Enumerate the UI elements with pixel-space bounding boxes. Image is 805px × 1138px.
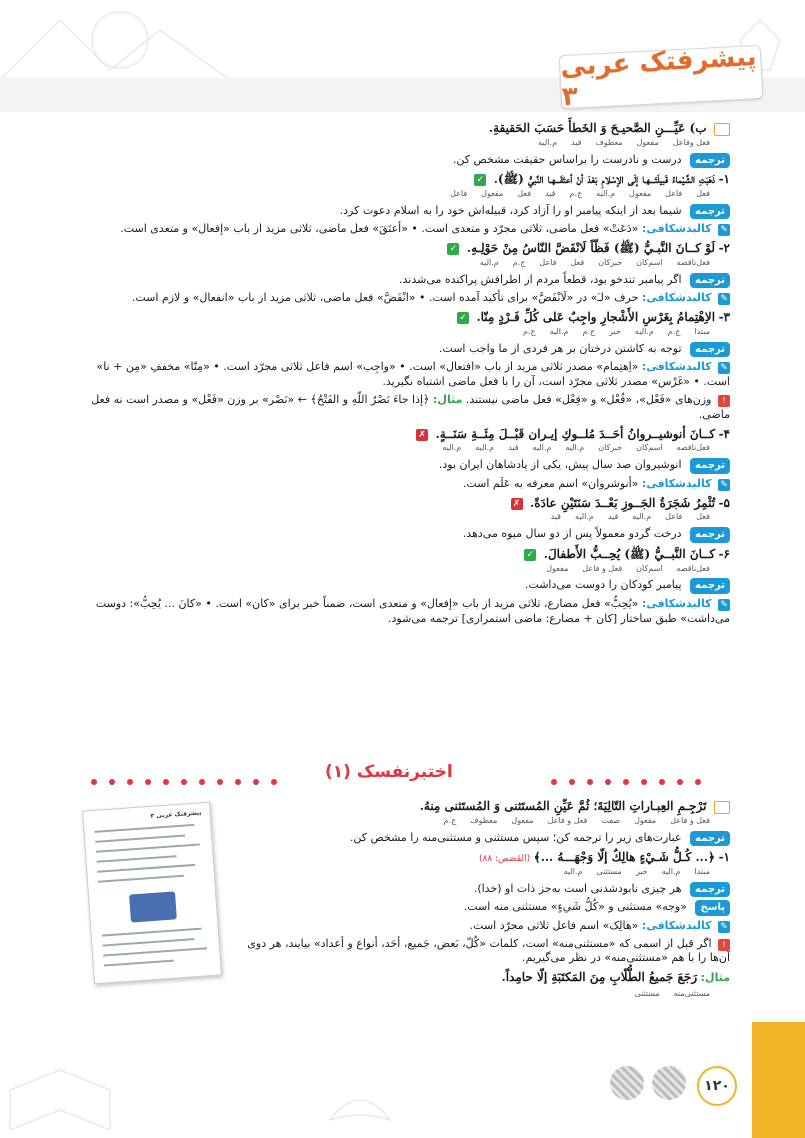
gloss-word: م.اليه bbox=[661, 866, 681, 876]
translation-row bbox=[90, 527, 730, 543]
gloss-word: فعل و فاعل bbox=[582, 563, 623, 573]
explain-row bbox=[90, 291, 730, 306]
item-gloss bbox=[90, 564, 730, 575]
translation-row bbox=[240, 831, 730, 847]
translation-badge: ترجمه bbox=[690, 153, 730, 169]
item-arabic: كــانَ النَّبــيُّ (ﷺ) يُحِــبُّ الأَطفالَ. bbox=[543, 546, 716, 561]
gloss-word: قيد bbox=[508, 443, 519, 453]
gloss-word: خبرکان bbox=[598, 257, 623, 267]
thumbnail-line bbox=[96, 844, 200, 853]
explain-text: حرف «لـَ» در «لَانْفَضَّ» برای تأکید آمده است. • «انْفَضَّ» فعل ماضی، ثلاثی مزید از باب «انفعال» و لازم است. bbox=[131, 291, 639, 305]
gloss-word: م.اليه bbox=[632, 512, 652, 522]
gloss-word: ج.م bbox=[512, 257, 526, 267]
gloss-word: فاعل bbox=[665, 188, 683, 198]
gloss-word: مستثنی bbox=[634, 989, 660, 999]
gloss-word: ج.م bbox=[569, 188, 583, 198]
dot-row-right bbox=[545, 770, 707, 778]
translation-badge: ترجمه bbox=[690, 273, 730, 289]
example-label: مثال: bbox=[700, 971, 730, 985]
page-number: ۱۲۰ bbox=[697, 1066, 737, 1106]
item-number: ۳- bbox=[718, 310, 730, 325]
background-doodle-bottom bbox=[0, 1000, 805, 1138]
gloss-word: مستثنی bbox=[596, 866, 622, 876]
gloss-word: خبر bbox=[609, 326, 621, 336]
pen-icon: ✎ bbox=[718, 224, 730, 236]
gloss-word: فعل bbox=[696, 512, 710, 522]
yellow-side-tab bbox=[752, 1022, 805, 1138]
mountain-doodle bbox=[0, 20, 230, 80]
gloss-word: مبتدا bbox=[694, 326, 710, 336]
explain-text: «هالِک» اسم فاعل ثلاثی مجرّد است. bbox=[469, 918, 639, 932]
item-gloss bbox=[90, 327, 730, 338]
item-arabic: لَوْ كــانَ النَّبـيُّ (ﷺ) فَظّاً لَانْفَضَّ النّاسُ مِنْ حَوْلِـهِ. bbox=[466, 241, 716, 256]
gloss-word: خبر bbox=[635, 866, 648, 876]
explain-label: کالبدشکافی: bbox=[641, 291, 712, 305]
decorative-disc bbox=[652, 1066, 686, 1100]
dot bbox=[145, 779, 151, 785]
explain-row bbox=[240, 919, 730, 934]
gloss-word: قيد bbox=[607, 512, 619, 522]
example-gloss bbox=[240, 989, 730, 1000]
dot bbox=[695, 779, 701, 785]
example-row bbox=[240, 969, 730, 986]
translation-badge: ترجمه bbox=[690, 831, 730, 847]
dot bbox=[181, 779, 187, 785]
gloss-word: اسم‌کان bbox=[636, 257, 663, 267]
pen-icon: ✎ bbox=[718, 921, 730, 933]
section-title: اختبرنفسک (۱) bbox=[325, 762, 453, 782]
dot bbox=[641, 779, 647, 785]
gloss-word: معطوف bbox=[470, 815, 498, 825]
gloss-word: فعل bbox=[570, 257, 585, 267]
gloss-word: فعل bbox=[696, 188, 710, 198]
gloss-word: م.اليه bbox=[538, 137, 558, 147]
dot-row-left bbox=[85, 770, 283, 778]
cross-icon: ✗ bbox=[416, 429, 428, 441]
gloss-word: معطوف bbox=[595, 137, 623, 147]
item-4 bbox=[90, 426, 730, 443]
decorative-disc bbox=[610, 1066, 644, 1100]
item-1 bbox=[90, 171, 730, 188]
dot bbox=[253, 779, 259, 785]
translation-row bbox=[90, 578, 730, 594]
dot bbox=[551, 779, 557, 785]
translation-badge: ترجمه bbox=[690, 882, 730, 898]
circle-doodle bbox=[92, 12, 148, 68]
explain-label: کالبدشکافی: bbox=[641, 222, 712, 236]
answer-row bbox=[240, 900, 730, 916]
dot bbox=[163, 779, 169, 785]
gloss-word: مفعول bbox=[481, 188, 504, 198]
gloss-word: مفعول bbox=[511, 815, 534, 825]
translation-text: اگر پیامبر تندخو بود، قطعاً مردم از اطرافش پراکنده می‌شدند. bbox=[399, 272, 682, 286]
dot bbox=[587, 779, 593, 785]
thumbnail-line bbox=[104, 960, 174, 967]
gloss-word: ج.م bbox=[443, 815, 457, 825]
thumbnail-line bbox=[97, 855, 177, 863]
pen-icon: ✎ bbox=[718, 479, 730, 491]
explain-label: کالبدشکافی: bbox=[641, 596, 712, 610]
explain-row bbox=[90, 222, 730, 237]
gloss-word: مبتدا bbox=[694, 866, 710, 876]
thumbnail-line bbox=[98, 875, 184, 883]
translation-badge: ترجمه bbox=[690, 342, 730, 358]
dot bbox=[199, 779, 205, 785]
translation-row bbox=[90, 342, 730, 358]
instruction-row bbox=[90, 120, 730, 137]
dot bbox=[235, 779, 241, 785]
gloss-word: فعل bbox=[517, 188, 532, 198]
leaf-doodle bbox=[330, 1100, 390, 1120]
page-thumbnail bbox=[82, 802, 222, 985]
gloss-word: فعل و فاعل bbox=[547, 815, 588, 825]
check-icon: ✓ bbox=[474, 174, 486, 186]
gloss-word: ج.م bbox=[522, 326, 536, 336]
answer-badge: پاسخ bbox=[695, 900, 730, 916]
item-arabic: ذَهَبَتِ الشَّيْماءُ قَبيلَتَـــهـا إلَى الإسْلامِ بَعْدَ أنْ أعتَقَـــهـا النَّبيُّ (ﷺ). bbox=[493, 172, 716, 187]
note-row bbox=[90, 393, 730, 423]
explain-text: «أنوشروان» اسم معرفه به عَلَم است. bbox=[462, 476, 639, 490]
item-arabic: كــانَ أنوشيــروانُ أحَــدَ مُلــوكِ إيـران قَبْــلَ مِئَــةِ سَنَــةٍ. bbox=[435, 426, 716, 441]
dot bbox=[91, 779, 97, 785]
thumbnail-line bbox=[95, 835, 185, 843]
thumbnail-line bbox=[95, 824, 195, 833]
gloss-word: فعل‌ناقصه bbox=[676, 257, 710, 267]
gloss-word: فعل‌ناقصه bbox=[676, 563, 710, 573]
gloss-word: اسم‌کان bbox=[636, 563, 663, 573]
dot bbox=[605, 779, 611, 785]
translation-badge: ترجمه bbox=[690, 204, 730, 220]
cross-icon: ✗ bbox=[511, 498, 523, 510]
book-icon bbox=[714, 801, 730, 814]
bell-icon: ! bbox=[718, 395, 730, 407]
thumbnail-line bbox=[102, 928, 202, 937]
book-doodle bbox=[10, 1070, 110, 1130]
item-5 bbox=[90, 495, 730, 512]
example-label: مثال: bbox=[433, 392, 463, 406]
note-example: ﴿إذا جاءَ نَصْرُ اللّهِ و الفَتْحُ﴾ ← «نَصْر» بر وزن «فَعْل» و مصدر است نه فعل ماضی. bbox=[91, 392, 730, 421]
gloss-word: قيد bbox=[571, 137, 582, 147]
gloss-word: م.اليه bbox=[563, 866, 583, 876]
gloss-word: اسم‌کان bbox=[636, 443, 663, 453]
translation-badge: ترجمه bbox=[690, 578, 730, 594]
item-arabic: تُثْمِرُ شَجَرَةُ الجَــوزِ بَعْــدَ سَنَتَيْنِ عادَةً. bbox=[530, 495, 716, 510]
gloss-word: فعل‌ناقصه bbox=[676, 443, 710, 453]
translation-text: درخت گردو معمولاً پس از دو سال میوه می‌دهد. bbox=[462, 527, 682, 541]
instruction-arabic: تَرْجِـمِ العِبـاراتِ التّالِيَةَ؛ ثُمَّ عَيِّنِ المُستَثنى وَ المُستَثنى مِنهُ. bbox=[419, 799, 707, 813]
thumbnail-image bbox=[129, 891, 177, 922]
translation-text: انوشیروان صد سال پیش، یکی از پادشاهان ایران بود. bbox=[438, 458, 682, 472]
pen-icon: ✎ bbox=[718, 293, 730, 305]
check-icon: ✓ bbox=[524, 549, 536, 561]
translation-row bbox=[90, 273, 730, 289]
answer-text: «وجه» مستثنی و «کُلُّ شَيءٍ» مستثنی منه است. bbox=[463, 900, 687, 914]
explain-text: «دَعَتْ» فعل ماضی، ثلاثی مجرّد و متعدی است. • «أعتَقَ» فعل ماضی، ثلاثی مزید از باب «إفعال» و متعدی است. bbox=[120, 222, 639, 236]
gloss-word: قيد bbox=[550, 512, 561, 522]
gloss-word: مفعول bbox=[636, 137, 659, 147]
check-icon: ✓ bbox=[457, 312, 469, 324]
item-gloss bbox=[90, 512, 730, 523]
item-number: ۱- bbox=[718, 850, 730, 865]
translation-badge: ترجمه bbox=[690, 458, 730, 474]
thumbnail-line bbox=[102, 938, 194, 946]
gloss-word: م.اليه bbox=[479, 257, 499, 267]
explain-label: کالبدشکافی: bbox=[641, 476, 712, 490]
item-arabic: الاِهْتِمامُ بِغَرْسِ الأَشْجارِ واجِبٌ عَلى كُلِّ فَـرْدٍ مِنّا. bbox=[476, 310, 716, 325]
translation-text: هر چیزی نابودشدنی است به‌جز ذات او (خدا). bbox=[473, 881, 682, 895]
gloss-word: صفت bbox=[601, 815, 621, 825]
instruction-gloss bbox=[240, 816, 730, 827]
translation-text: پیامبر کودکان را دوست می‌داشت. bbox=[524, 578, 682, 592]
gloss-word: م.اليه bbox=[565, 443, 585, 453]
section-b-item-1 bbox=[240, 849, 730, 866]
translation-text: توجه به کاشتن درختان بر هر فردی از ما واجب است. bbox=[438, 341, 682, 355]
explain-text: «يُحِبُّ» فعل مضارع، ثلاثی مزید از باب «إفعال» و متعدی است، ضمناً خبر برای «کان» است. • «کانَ ... يُحِبُّ»: دوست می‌داشت» طبق ساختار [کان + مضارع: ماضی استمراری] ترجمه می‌شود. bbox=[95, 596, 730, 625]
translation-row bbox=[240, 882, 730, 898]
section-title-bar bbox=[0, 762, 805, 786]
item-arabic: ﴿... كُـلُّ شَـيْءٍ هالِكٌ إلّا وَجْهَـــهُ ...﴾ bbox=[533, 850, 716, 865]
dot bbox=[659, 779, 665, 785]
book-icon bbox=[714, 123, 730, 136]
item-3 bbox=[90, 309, 730, 326]
thumbnail-line bbox=[97, 864, 195, 873]
explain-row bbox=[90, 360, 730, 390]
gloss-word: فاعل bbox=[539, 257, 557, 267]
item-gloss bbox=[90, 189, 730, 200]
item-number: ۶- bbox=[718, 546, 730, 561]
gloss-word: م.اليه bbox=[596, 188, 616, 198]
translation-row bbox=[90, 458, 730, 474]
dot bbox=[271, 779, 277, 785]
gloss-word: فعل وفاعل bbox=[672, 137, 710, 147]
translation-row bbox=[90, 204, 730, 220]
explain-label: کالبدشکافی: bbox=[641, 360, 712, 374]
dot bbox=[677, 779, 683, 785]
item-gloss bbox=[240, 867, 730, 878]
gloss-word: م.اليه bbox=[532, 443, 552, 453]
example-text: رَجَعَ جَميعُ الطُّلّابِ مِنَ المَكتَبَةِ إلّا حامِداً. bbox=[501, 970, 698, 985]
check-icon: ✓ bbox=[447, 243, 459, 255]
logo-text: پیشرفتک عربی ۳ bbox=[559, 41, 758, 113]
main-content bbox=[90, 120, 730, 630]
dot bbox=[109, 779, 115, 785]
gloss-word: مفعول bbox=[546, 563, 569, 573]
gloss-word: فعل و فاعل bbox=[670, 815, 710, 825]
translation-text: شیما بعد از اینکه پیامبر او را آزاد کرد، قبیله‌اش خود را به اسلام دعوت کرد. bbox=[339, 203, 682, 217]
pen-icon: ✎ bbox=[718, 599, 730, 611]
translation-text: عبارت‌های زیر را ترجمه کن؛ سپس مستثنی و مستثنی‌منه را مشخص کن. bbox=[349, 830, 682, 844]
gloss-word: مفعول bbox=[629, 188, 652, 198]
section-b-content bbox=[240, 798, 730, 1004]
item-gloss bbox=[90, 443, 730, 454]
item-gloss bbox=[90, 258, 730, 269]
gloss-word: ج.م bbox=[582, 326, 596, 336]
dot bbox=[127, 779, 133, 785]
item-number: ۵- bbox=[718, 495, 730, 510]
explain-row bbox=[90, 477, 730, 492]
gloss-word: فاعل bbox=[665, 512, 683, 522]
dot bbox=[217, 779, 223, 785]
pen-icon: ✎ bbox=[718, 362, 730, 374]
gloss-word: قيد bbox=[545, 188, 556, 198]
translation-row bbox=[90, 153, 730, 169]
thumbnail-title: پیشرفتک عربی ۳ bbox=[150, 809, 202, 820]
item-number: ۲- bbox=[718, 241, 730, 256]
item-number: ۴- bbox=[718, 426, 730, 441]
explain-label: کالبدشکافی: bbox=[641, 918, 712, 932]
dot bbox=[623, 779, 629, 785]
gloss-word: م.اليه bbox=[634, 326, 654, 336]
item-number: ۱- bbox=[718, 172, 730, 187]
thumbnail-line bbox=[103, 947, 207, 956]
gloss-word: خبرکان bbox=[598, 443, 623, 453]
book-logo bbox=[559, 41, 764, 113]
translation-badge: ترجمه bbox=[690, 527, 730, 543]
gloss-word: مفعول bbox=[634, 815, 657, 825]
quran-reference: (القَصَص: ۸۸) bbox=[478, 854, 531, 865]
instruction-gloss bbox=[90, 138, 730, 149]
gloss-word: ج.م bbox=[667, 326, 681, 336]
dot bbox=[569, 779, 575, 785]
gloss-word: م.اليه bbox=[575, 512, 594, 522]
gloss-word: م.اليه bbox=[549, 326, 569, 336]
explain-text: «اِهتِمام» مصدر ثلاثی مزید از باب «افتعال» است. • «واجِب» اسم فاعل ثلاثی مجرّد است. • «مِنّا» مخففِ «مِن + نا» است. • «غَرْس» مصدر ثلاثی مجرّد است، آن را با فعل ماضی اشتباه نگیرید. bbox=[96, 360, 730, 389]
gloss-word: فاعل bbox=[450, 188, 468, 198]
gloss-word: م.اليه bbox=[475, 443, 495, 453]
translation-text: درست و نادرست را براساس حقیقت مشخص کن. bbox=[452, 152, 682, 166]
note-text: اگر قبل از اسمی که «مستثنی‌منه» است، کلمات «کُلّ، بَعض، جَميع، أحَد، أنواع و أعداد» بیایند، هر دوی آن‌ها را با هم «مستثنی‌منه» در نظر می‌گیریم. bbox=[247, 936, 730, 965]
note-text: وزن‌های «فَعْل»، «فُعْل» و «فِعْل» فعل ماضی نیستند. bbox=[465, 392, 712, 406]
section-b-instruction bbox=[240, 798, 730, 815]
item-6 bbox=[90, 546, 730, 563]
item-2 bbox=[90, 240, 730, 257]
gloss-word: مستثنی‌منه bbox=[673, 989, 710, 999]
gloss-word: م.اليه bbox=[442, 443, 462, 453]
instruction-arabic: ب) عَيِّـــنِ الصَّحيـحَ وَ الخَطأَ حَسَبَ الحَقيقةِ. bbox=[488, 121, 707, 135]
note-row bbox=[240, 937, 730, 967]
explain-row bbox=[90, 597, 730, 627]
bell-icon: ! bbox=[718, 939, 730, 951]
